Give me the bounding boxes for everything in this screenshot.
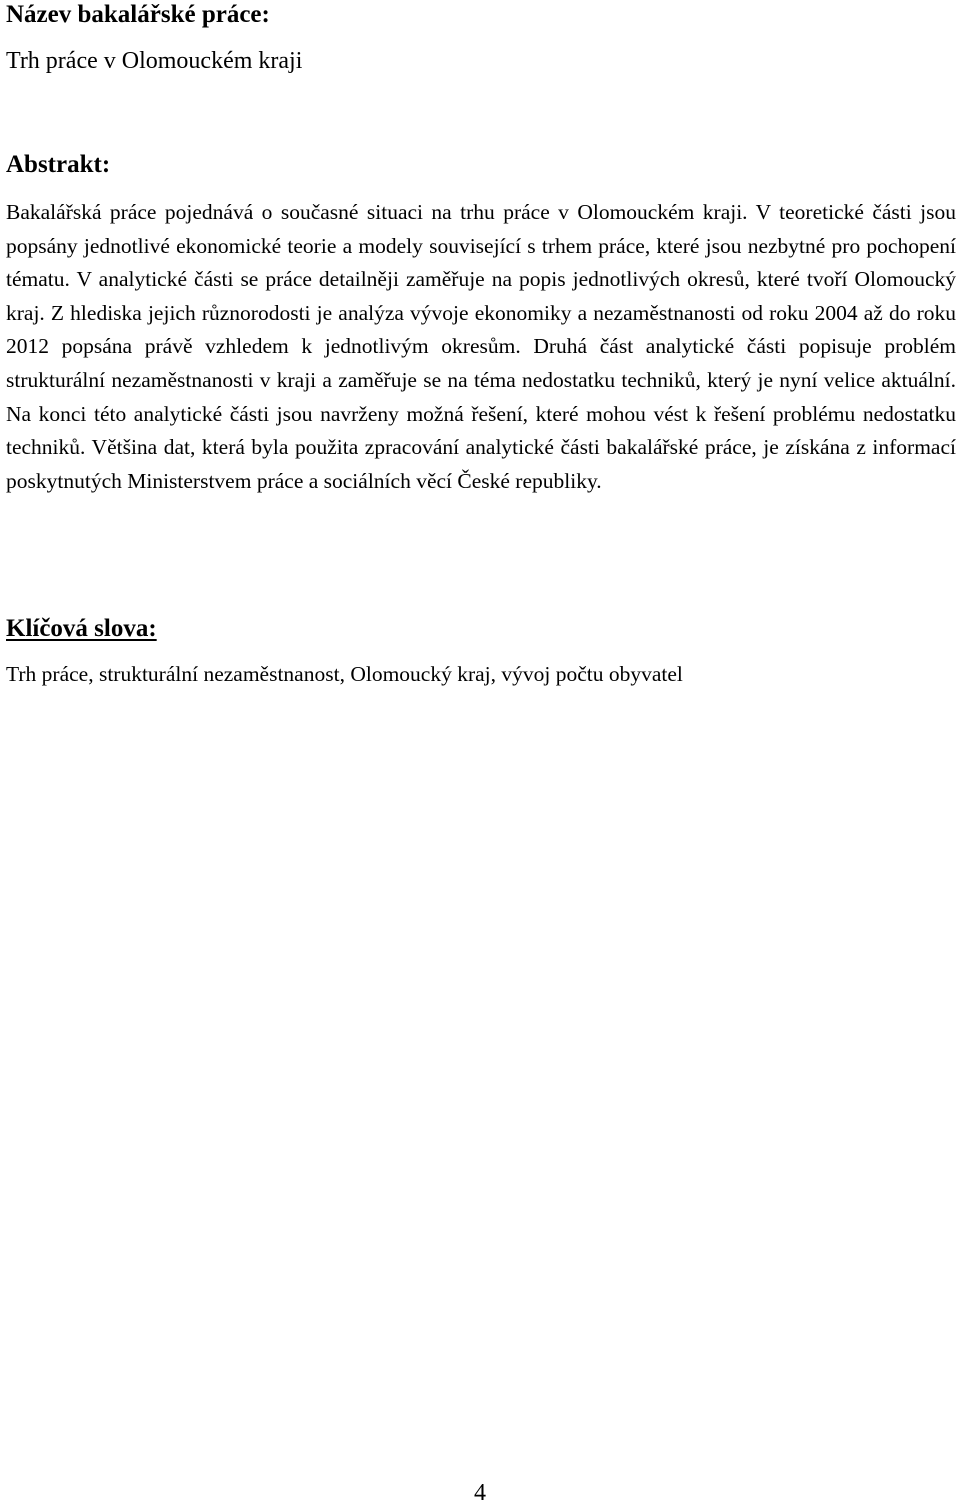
page-number: 4 — [474, 1480, 486, 1506]
thesis-title-heading: Název bakalářské práce: — [6, 1, 270, 28]
abstract-heading: Abstrakt: — [6, 151, 111, 178]
keywords-value: Trh práce, strukturální nezaměstnanost, Olomoucký kraj, vývoj počtu obyvatel — [6, 662, 683, 686]
abstract-text: Bakalářská práce pojednává o současné situaci na trhu práce v Olomouckém kraji. V teoretické části jsou popsány jednotlivé ekonomické teorie a modely související s trhem práce, které jsou nezbytné pro pochopení tématu. V analytické části se práce detailněji zaměřuje na popis jednotlivých okresů, které tvoří Olomoucký kraj. Z hlediska jejich různorodosti je analýza vývoje ekonomiky a nezaměstnanosti od roku 2004 až do roku 2012 popsána právě vzhledem k jednotlivým okresům. Druhá část analytické části popisuje problém strukturální nezaměstnanosti v kraji a zaměřuje se na téma nedostatku techniků, který je nyní velice aktuální. Na konci této analytické části jsou navrženy možná řešení, které mohou vést k řešení problému nedostatku techniků. Většina dat, která byla použita zpracování analytické části bakalářské práce, je získána z informací poskytnutých Ministerstvem práce a sociálních věcí České republiky. — [6, 200, 956, 493]
keywords-heading: Klíčová slova: — [6, 615, 157, 642]
thesis-title-value: Trh práce v Olomouckém kraji — [6, 48, 303, 74]
